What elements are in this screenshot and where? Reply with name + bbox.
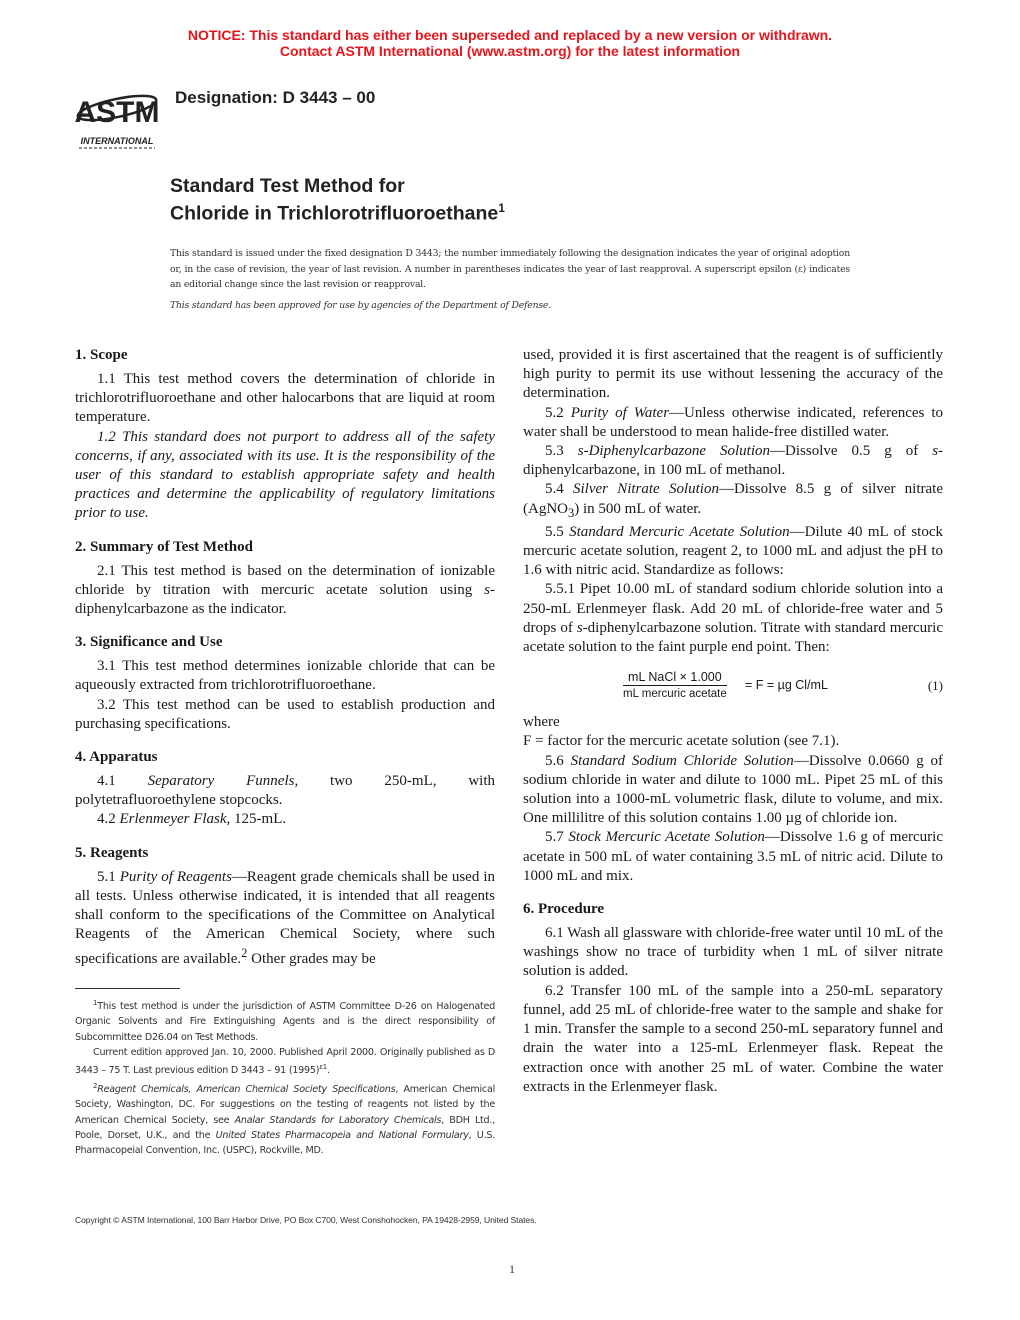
designation: Designation: D 3443 – 00 (175, 88, 376, 107)
title-footnote-ref[interactable]: 1 (498, 201, 505, 215)
section-heading-reagents: 5. Reagents (75, 844, 149, 861)
paragraph-5-5-1: 5.5.1 Pipet 10.00 mL of standard sodium chloride solution into a 250-mL Erlenmeyer flask. Add 20 mL of chloride-free water and 5 drops of s-diphenylcarbazone solution. Titrate with standard mercuric acetate solution to the faint purple end point. Then: (523, 581, 943, 656)
paragraph-5-7: 5.7 Stock Mercuric Acetate Solution—Dissolve 1.6 g of mercuric acetate in 500 mL of water containing 3.5 mL of nitric acid. Dilute to 1000 mL and mix. (523, 829, 943, 884)
paragraph-4-2: 4.2 Erlenmeyer Flask, 125-mL. (97, 811, 287, 828)
equation-denominator: mL mercuric acetate (623, 688, 727, 701)
paragraph-3-1: 3.1 This test method determines ionizable chloride that can be aqueously extracted from trichlorotrifluoroethane. (75, 658, 495, 694)
paragraph-1-2: 1.2 This standard does not purport to address all of the safety concerns, if any, associated with its use. It is the responsibility of the user of this standard to establish appropriate safety and health practices and determine the applicability of regulatory limitations prior to use. (75, 428, 495, 522)
footnote-divider (75, 988, 180, 989)
copyright-notice: Copyright © ASTM International, 100 Barr Harbor Drive, PO Box C700, West Conshohocken, PA 19428-2959, United States. (75, 1215, 537, 1225)
section-heading-significance: 3. Significance and Use (75, 634, 223, 651)
footnote-2: $^2$Reagent Chemicals, American Chemical Society Specifications, American Chemical Society, Washington, DC. For suggestions on the testing of reagents not listed by the American Chemical Society, see Analar Standards for Laboratory Chemicals, BDH Ltd., Poole, Dorset, U.K., and the United States Pharmacopeia and National Formulary, U.S. Pharmacopeial Convention, Inc. (USPC), Rockville, MD. (75, 1081, 496, 1157)
footnote-ref-2[interactable]: 2 (241, 946, 248, 961)
paragraph-5-1-continued: used, provided it is first ascertained that the reagent is of sufficiently high purity to permit its use without lessening the accuracy of the determination. (523, 347, 943, 402)
section-heading-procedure: 6. Procedure (523, 901, 605, 918)
equation-1 (523, 669, 943, 703)
notice-line-1: NOTICE: This standard has either been superseded and replaced by a new version or withdrawn. (187, 27, 833, 43)
footnotes (75, 996, 495, 1159)
paragraph-5-1: 5.1 Purity of Reagents—Reagent grade chemicals shall be used in all tests. Unless otherwise indicated, it is intended that all reagents shall conform to the specifications of the Committee on Analytical Reagents of the American Chemical Society, where such specifications are available.$^2$ Other grades may be (75, 868, 496, 968)
paragraph-5-2: 5.2 Purity of Water—Unless otherwise indicated, references to water shall be understood to mean halide-free distilled water. (523, 404, 943, 440)
paragraph-1-1: 1.1 This test method covers the determination of chloride in trichlorotrifluoroethane and other halocarbons that are liquid at room temperature. (75, 371, 495, 426)
logo-subtext: INTERNATIONAL (80, 136, 154, 146)
paragraph-5-5: 5.5 Standard Mercuric Acetate Solution—Dilute 40 mL of stock mercuric acetate solution, reagent 2, to 1000 mL and adjust the pH to 1.6 with nitric acid. Standardize as follows: (523, 523, 944, 579)
paragraph-5-6: 5.6 Standard Sodium Chloride Solution—Dissolve 0.0660 g of sodium chloride in water and dilute to 1000 mL. Pipet 25 mL of this solution into a 1000-mL volumetric flask, dilute to volume, and mix. One millilitre of this solution contains 1.00 µg of chloride ion. (523, 752, 944, 827)
equation-fraction (623, 669, 727, 702)
astm-international-logo-icon (73, 78, 161, 150)
where-definition: F = factor for the mercuric acetate solution (see 7.1). (523, 733, 840, 750)
where-label: where (523, 714, 560, 731)
equation-numerator: mL NaCl × 1.000 (623, 669, 727, 686)
paragraph-5-4: 5.4 Silver Nitrate Solution—Dissolve 8.5 g of silver nitrate (AgNO$_3$) in 500 mL of water. (523, 481, 943, 520)
section-heading-apparatus: 4. Apparatus (75, 749, 158, 766)
section-heading-summary: 2. Summary of Test Method (75, 538, 253, 555)
right-column (523, 346, 943, 1097)
paragraph-3-2: 3.2 This test method can be used to establish production and purchasing specifications. (75, 696, 495, 732)
notice-line-2: Contact ASTM International (www.astm.org) for the latest information (279, 43, 741, 59)
paragraph-6-2: 6.2 Transfer 100 mL of the sample into a 250-mL separatory funnel, add 25 mL of chloride-free water to the sample and shake for 1 min. Transfer the sample to a second 250-mL separatory funnel and drain the water into a 125-mL Erlenmeyer flask. Repeat the extraction once with another 25 mL of water. Combine the water extracts in the Erlenmeyer flask. (523, 982, 943, 1095)
title-line-1: Standard Test Method for (170, 175, 405, 197)
preamble: This standard is issued under the fixed designation D 3443; the number immediately following the designation indicates the year of original adoption or, in the case of revision, the year of last revision. A number in parentheses indicates the year of last reapproval. A superscript epsilon (ε) indicates an editorial change since the last revision or reapproval. (170, 248, 850, 290)
logo-letters: ASTM (74, 96, 160, 129)
footnote-1-edition: Current edition approved Jan. 10, 2000. Published April 2000. Originally published as D 3443 – 75 T. Last previous edition D 3443 – 91 $(1995)^{\varepsilon 1}$. (75, 1047, 495, 1077)
left-column (75, 346, 495, 970)
document-title (170, 175, 505, 225)
supersession-notice (0, 27, 1020, 59)
page-number: 1 (509, 1262, 515, 1276)
equation-number: (1) (927, 678, 943, 694)
footnote-1: $^1$This test method is under the jurisdiction of ASTM Committee D-26 on Halogenated Organic Solvents and Fire Extinguishing Agents and is the direct responsibility of Subcommittee D26.04 on Test Methods. (75, 999, 495, 1043)
paragraph-5-3: 5.3 s-Diphenylcarbazone Solution—Dissolve 0.5 g of s-diphenylcarbazone, in 100 mL of methanol. (523, 443, 944, 479)
title-line-2: Chloride in Trichlorotrifluoroethane$^1$ (170, 201, 505, 225)
paragraph-4-1: 4.1 Separatory Funnels, two 250-mL, with polytetrafluoroethylene stopcocks. (75, 773, 496, 809)
paragraph-2-1: 2.1 This test method is based on the determination of ionizable chloride by titration with mercuric acetate solution using s-diphenylcarbazone as the indicator. (75, 562, 495, 618)
dod-approval-note: This standard has been approved for use by agencies of the Department of Defense. (170, 300, 551, 311)
section-heading-scope: 1. Scope (75, 347, 128, 363)
paragraph-6-1: 6.1 Wash all glassware with chloride-free water until 10 mL of the washings show no trace of turbidity when 1 mL of silver nitrate solution is added. (523, 925, 943, 980)
equation-rhs: = F = µg Cl/mL (745, 678, 828, 693)
